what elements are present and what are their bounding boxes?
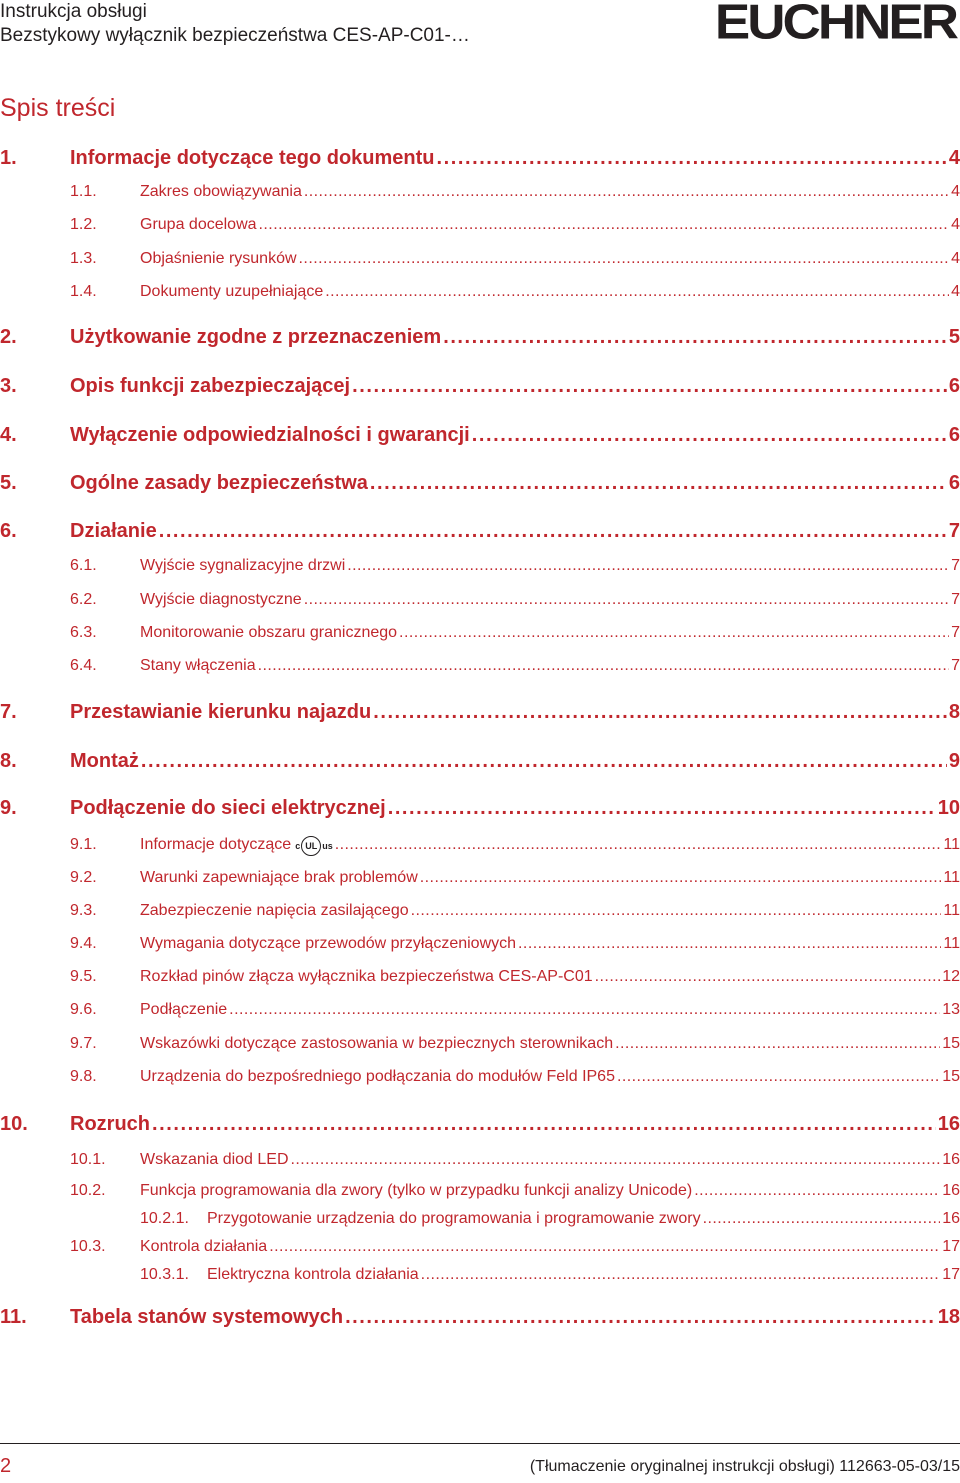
toc-entry-label: Informacje dotyczące <box>140 836 292 853</box>
toc-leader-dots <box>345 1306 936 1329</box>
toc-entry-1-3[interactable] <box>0 250 960 268</box>
toc-entry-number: 1.3. <box>70 250 97 267</box>
toc-entry-page: 17 <box>942 1238 960 1255</box>
document-title: Instrukcja obsługi <box>0 1 147 22</box>
toc-entry-number: 4. <box>0 424 17 446</box>
toc-leader-dots <box>269 1238 940 1256</box>
toc-entry-9-7[interactable] <box>0 1035 960 1053</box>
toc-entry-number: 9.5. <box>70 968 97 985</box>
euchner-logo: EUCHNER <box>714 0 956 50</box>
toc-entry-label: Wskazania diod LED <box>140 1151 289 1168</box>
toc-entry-page: 7 <box>951 624 960 641</box>
toc-entry-label: Warunki zapewniające brak problemów <box>140 869 418 886</box>
toc-leader-dots <box>325 283 949 301</box>
toc-entry-page: 15 <box>942 1068 960 1085</box>
toc-entry-label: Zakres obowiązywania <box>140 183 302 200</box>
toc-entry-page: 11 <box>943 935 960 952</box>
toc-entry-9-3[interactable] <box>0 902 960 920</box>
toc-entry-label: Wyjście diagnostyczne <box>140 591 302 608</box>
toc-leader-dots <box>437 147 947 170</box>
toc-leader-dots <box>595 968 941 986</box>
page-number: 2 <box>0 1455 12 1477</box>
toc-entry-number: 8. <box>0 750 17 772</box>
toc-entry-label: Wskazówki dotyczące zastosowania w bezpiecznych sterownikach <box>140 1035 614 1052</box>
toc-entry-page: 6 <box>948 375 960 397</box>
toc-entry-8[interactable] <box>0 750 960 773</box>
footer-document-reference: (Tłumaczenie oryginalnej instrukcji obsługi) 112663-05-03/15 <box>529 1458 960 1475</box>
toc-entry-9-5[interactable] <box>0 968 960 986</box>
toc-entry-11[interactable] <box>0 1306 960 1329</box>
footer-divider <box>0 1443 960 1444</box>
toc-entry-label: Tabela stanów systemowych <box>70 1306 344 1328</box>
toc-entry-number: 6.4. <box>70 657 97 674</box>
toc-entry-number: 10.3.1. <box>140 1266 189 1283</box>
toc-leader-dots <box>388 797 936 820</box>
toc-entry-number: 6.1. <box>70 557 97 574</box>
toc-entry-number: 11. <box>0 1306 27 1328</box>
toc-entry-9-6[interactable] <box>0 1001 960 1019</box>
toc-entry-number: 1. <box>0 147 17 169</box>
toc-leader-dots <box>159 520 947 543</box>
toc-leader-dots <box>472 424 947 447</box>
cul-c-mark: c <box>295 841 301 851</box>
toc-entry-3[interactable] <box>0 375 960 398</box>
toc-entry-number: 5. <box>0 472 17 494</box>
toc-entry-label: Elektryczna kontrola działania <box>207 1266 419 1283</box>
toc-entry-label: Rozkład pinów złącza wyłącznika bezpieczeństwa CES-AP-C01 <box>140 968 593 985</box>
cul-us-mark: us <box>322 841 333 851</box>
toc-entry-page: 7 <box>951 657 960 674</box>
toc-entry-number: 1.4. <box>70 283 97 300</box>
toc-entry-10-2-1[interactable] <box>0 1210 960 1228</box>
toc-leader-dots <box>373 701 947 724</box>
toc-entry-10[interactable] <box>0 1113 960 1136</box>
toc-entry-label: Opis funkcji zabezpieczającej <box>70 375 351 397</box>
toc-entry-label: Zabezpieczenie napięcia zasilającego <box>140 902 409 919</box>
toc-entry-page: 10 <box>937 797 960 819</box>
toc-entry-6[interactable] <box>0 520 960 543</box>
toc-entry-label: Kontrola działania <box>140 1238 268 1255</box>
toc-entry-number: 6.2. <box>70 591 97 608</box>
toc-entry-number: 6. <box>0 520 17 542</box>
toc-leader-dots <box>617 1068 940 1086</box>
toc-entry-6-1[interactable] <box>0 557 960 575</box>
toc-entry-7[interactable] <box>0 701 960 724</box>
toc-entry-number: 10. <box>0 1113 28 1135</box>
toc-entry-page: 11 <box>943 869 960 886</box>
toc-entry-1-4[interactable] <box>0 283 960 301</box>
toc-entry-number: 7. <box>0 701 17 723</box>
toc-entry-number: 10.3. <box>70 1238 106 1255</box>
toc-entry-page: 6 <box>948 424 960 446</box>
toc-entry-label: Funkcja programowania dla zwory (tylko w przypadku funkcji analizy Unicode) <box>140 1182 693 1199</box>
toc-entry-label: Wyłączenie odpowiedzialności i gwarancji <box>70 424 470 446</box>
toc-entry-page: 8 <box>948 701 960 723</box>
toc-leader-dots <box>421 1266 941 1284</box>
toc-entry-page: 11 <box>943 902 960 919</box>
toc-leader-dots <box>352 375 947 398</box>
toc-leader-dots <box>291 1151 941 1169</box>
toc-leader-dots <box>335 836 942 854</box>
toc-entry-label: Informacje dotyczące tego dokumentu <box>70 147 435 169</box>
toc-entry-label: Użytkowanie zgodne z przeznaczeniem <box>70 326 442 348</box>
toc-leader-dots <box>615 1035 940 1053</box>
toc-leader-dots <box>411 902 942 920</box>
toc-entry-label: Monitorowanie obszaru granicznego <box>140 624 398 641</box>
toc-entry-label: Dokumenty uzupełniające <box>140 283 324 300</box>
toc-entry-label: Ogólne zasady bezpieczeństwa <box>70 472 368 494</box>
toc-entry-page: 7 <box>951 591 960 608</box>
toc-entry-number: 9.8. <box>70 1068 97 1085</box>
toc-entry-page: 5 <box>948 326 960 348</box>
toc-entry-label: Montaż <box>70 750 139 772</box>
toc-leader-dots <box>518 935 941 953</box>
toc-entry-2[interactable] <box>0 326 960 349</box>
toc-entry-6-4[interactable] <box>0 657 960 675</box>
toc-entry-5[interactable] <box>0 472 960 495</box>
toc-entry-number: 2. <box>0 326 17 348</box>
toc-entry-number: 9.4. <box>70 935 97 952</box>
toc-entry-label: Stany włączenia <box>140 657 256 674</box>
toc-leader-dots <box>370 472 947 495</box>
toc-entry-page: 18 <box>937 1306 960 1328</box>
toc-leader-dots <box>259 216 950 234</box>
toc-entry-number: 1.1. <box>70 183 97 200</box>
toc-entry-number: 6.3. <box>70 624 97 641</box>
toc-entry-label: Przygotowanie urządzenia do programowania i programowanie zwory <box>207 1210 701 1227</box>
toc-leader-dots <box>299 250 950 268</box>
toc-entry-9-2[interactable] <box>0 869 960 887</box>
toc-entry-label: Objaśnienie rysunków <box>140 250 297 267</box>
toc-entry-number: 10.1. <box>70 1151 106 1168</box>
toc-entry-number: 10.2.1. <box>140 1210 189 1227</box>
toc-entry-page: 15 <box>942 1035 960 1052</box>
toc-entry-page: 4 <box>951 283 960 300</box>
toc-heading: Spis treści <box>0 94 116 122</box>
toc-entry-1-2[interactable] <box>0 216 960 234</box>
toc-entry-page: 11 <box>943 836 960 853</box>
toc-entry-9-1[interactable] <box>0 836 960 856</box>
ul-logo: UL <box>301 836 321 856</box>
toc-entry-page: 12 <box>942 968 960 985</box>
toc-entry-page: 4 <box>951 183 960 200</box>
toc-leader-dots <box>258 657 949 675</box>
toc-entry-page: 4 <box>951 250 960 267</box>
toc-leader-dots <box>399 624 949 642</box>
toc-entry-label: Rozruch <box>70 1113 150 1135</box>
toc-entry-10-2[interactable] <box>0 1182 960 1200</box>
toc-entry-page: 4 <box>948 147 960 169</box>
toc-entry-9-8[interactable] <box>0 1068 960 1086</box>
toc-leader-dots <box>141 750 947 773</box>
toc-entry-4[interactable] <box>0 424 960 447</box>
toc-entry-label: Urządzenia do bezpośredniego podłączania do modułów Feld IP65 <box>140 1068 615 1085</box>
toc-entry-page: 9 <box>948 750 960 772</box>
toc-entry-6-3[interactable] <box>0 624 960 642</box>
toc-entry-number: 3. <box>0 375 17 397</box>
toc-entry-label: Wyjście sygnalizacyjne drzwi <box>140 557 346 574</box>
toc-entry-number: 9.2. <box>70 869 97 886</box>
toc-entry-10-1[interactable] <box>0 1151 960 1169</box>
toc-entry-page: 16 <box>942 1182 960 1199</box>
toc-entry-page: 7 <box>951 557 960 574</box>
toc-entry-page: 6 <box>948 472 960 494</box>
toc-entry-number: 10.2. <box>70 1182 106 1199</box>
toc-leader-dots <box>420 869 942 887</box>
toc-entry-label: Podłączenie <box>140 1001 228 1018</box>
toc-leader-dots <box>703 1210 941 1228</box>
toc-leader-dots <box>229 1001 940 1019</box>
toc-leader-dots <box>694 1182 940 1200</box>
toc-entry-label: Przestawianie kierunku najazdu <box>70 701 372 723</box>
toc-entry-label: Wymagania dotyczące przewodów przyłączeniowych <box>140 935 517 952</box>
cul-us-certification-icon <box>295 836 333 856</box>
toc-entry-1-1[interactable] <box>0 183 960 201</box>
toc-entry-label: Grupa docelowa <box>140 216 257 233</box>
toc-entry-number: 1.2. <box>70 216 97 233</box>
toc-entry-number: 9. <box>0 797 17 819</box>
toc-entry-number: 9.3. <box>70 902 97 919</box>
toc-entry-page: 7 <box>948 520 960 542</box>
toc-entry-10-3[interactable] <box>0 1238 960 1256</box>
toc-entry-label: Działanie <box>70 520 157 542</box>
toc-leader-dots <box>304 591 949 609</box>
toc-entry-number: 9.1. <box>70 836 97 853</box>
toc-leader-dots <box>152 1113 936 1136</box>
toc-entry-number: 9.7. <box>70 1035 97 1052</box>
toc-entry-label: Podłączenie do sieci elektrycznej <box>70 797 386 819</box>
toc-entry-9[interactable] <box>0 797 960 820</box>
document-subtitle: Bezstykowy wyłącznik bezpieczeństwa CES-AP-C01-… <box>0 25 470 46</box>
toc-entry-9-4[interactable] <box>0 935 960 953</box>
toc-entry-1[interactable] <box>0 147 960 170</box>
toc-entry-page: 16 <box>942 1210 960 1227</box>
toc-leader-dots <box>443 326 947 349</box>
toc-entry-10-3-1[interactable] <box>0 1266 960 1284</box>
toc-entry-page: 17 <box>942 1266 960 1283</box>
toc-entry-6-2[interactable] <box>0 591 960 609</box>
toc-entry-page: 4 <box>951 216 960 233</box>
toc-entry-number: 9.6. <box>70 1001 97 1018</box>
toc-leader-dots <box>347 557 949 575</box>
toc-entry-page: 16 <box>942 1151 960 1168</box>
toc-entry-page: 13 <box>942 1001 960 1018</box>
toc-leader-dots <box>304 183 949 201</box>
toc-entry-page: 16 <box>937 1113 960 1135</box>
